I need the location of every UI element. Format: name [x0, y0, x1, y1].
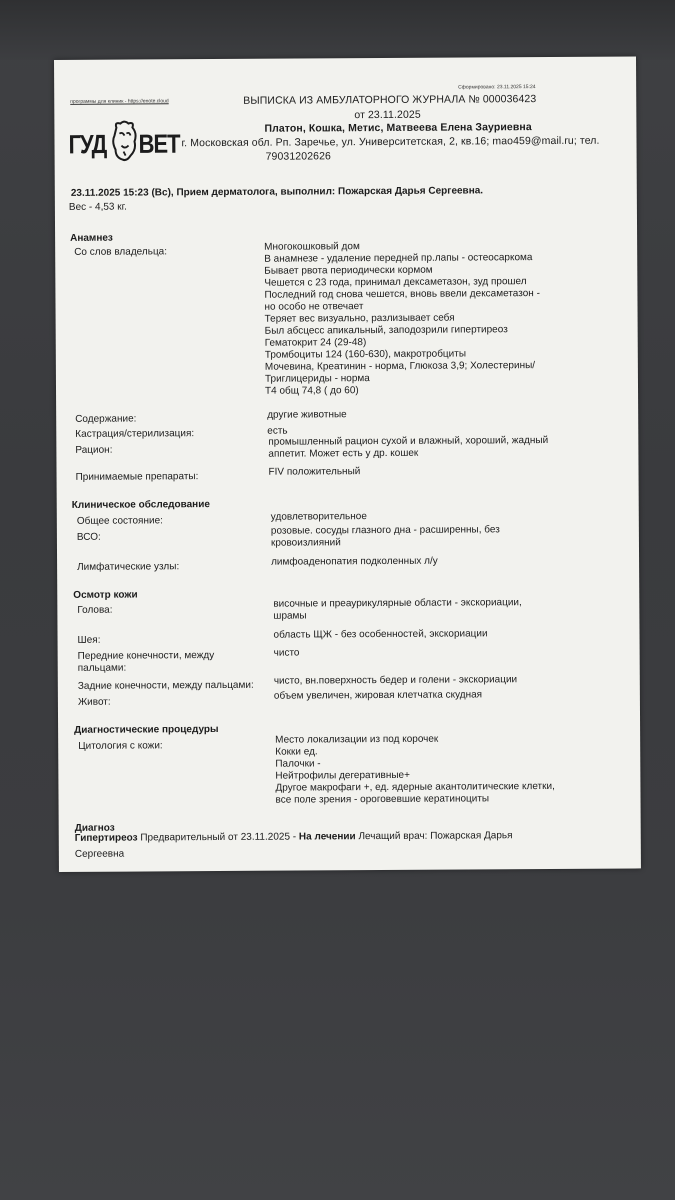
text-line: кровоизлияний [270, 537, 341, 549]
text-line: Бывает рвота периодически кормом [264, 264, 433, 277]
general-value: удовлетворительное [270, 511, 367, 523]
text-line: височные и преаурикулярные области - экскориации, [273, 597, 522, 610]
castration-label: Кастрация/стерилизация: [75, 428, 195, 440]
logo-right-text: ВЕТ [138, 128, 180, 159]
vso-value [271, 524, 500, 549]
diet-value [268, 435, 548, 461]
text-line: Триглицериды - норма [264, 373, 370, 385]
head-value [273, 597, 522, 623]
hind-limbs-label: Задние конечности, между пальцами: [77, 679, 254, 692]
text-line: Другое макрофаги +, ед. ядерные акантолитические клетки, [275, 780, 555, 794]
lymph-value: лимфоаденопатия подколенных л/у [271, 555, 438, 568]
diagnosis-status: На лечении [298, 831, 356, 843]
diagnosis-line [75, 830, 513, 845]
vso-label: ВСО: [76, 531, 101, 543]
content-value: другие животные [267, 409, 347, 421]
drugs-label: Принимаемые препараты: [75, 471, 199, 483]
text-line: Теряет вес визуально, разлизывает себя [264, 312, 455, 325]
cytology-value [275, 733, 555, 807]
diagnosis-prelim: Предварительный от 23.11.2025 - [137, 831, 299, 844]
text-line: розовые. сосуды глазного дна - расширенны, без [270, 524, 500, 537]
belly-label: Живот: [77, 696, 111, 708]
diet-label: Рацион: [75, 444, 113, 456]
text-line: Палочки - [275, 758, 321, 770]
text-line: все поле зрения - ороговевшие кератиноциты [275, 793, 490, 806]
text-line: Последний год снова чешется, вновь ввели дексаметазон - [264, 288, 540, 301]
text-line: Многокошковый дом [264, 241, 360, 253]
text-line: промышленный рацион сухой и влажный, хороший, жадный [268, 434, 549, 448]
neck-value: область ЩЖ - без особенностей, экскориации [273, 628, 488, 641]
text-line: Место локализации из под корочек [275, 733, 439, 746]
text-line: аппетит. Может есть у др. кошек [268, 447, 419, 460]
section-clinical: Клиническое обследование [71, 499, 210, 511]
doctor-name-cont: Сергеевна [74, 848, 125, 860]
section-anamnesis: Анамнез [70, 232, 113, 244]
text-line: Тромбоциты 124 (160-630), макротробциты [264, 348, 467, 361]
text-line: Чешется с 23 года, принимал дексаметазон, зуд прошел [264, 276, 527, 289]
text-line: шрамы [273, 610, 307, 622]
background-top [0, 0, 675, 60]
general-label: Общее состояние: [76, 515, 163, 527]
text-line: Был абсцесс апикальный, заподозрили гипертиреоз [264, 324, 508, 337]
text-line: Передние конечности, между [77, 650, 215, 662]
head-label: Голова: [77, 604, 113, 616]
document-page [54, 56, 641, 872]
owner-phone: 79031202626 [265, 150, 331, 163]
doctor-name: Пожарская Дарья [430, 830, 513, 842]
patient-info: Платон, Кошка, Метис, Матвеева Елена Зауриевна [264, 121, 532, 135]
owner-words-text [264, 240, 540, 398]
doctor-label: Лечащий врач: [355, 830, 431, 843]
lymph-label: Лимфатические узлы: [77, 561, 180, 573]
content-label: Содержание: [75, 413, 137, 425]
front-limbs-label [78, 650, 215, 675]
text-line: Мочевина, Креатинин - норма, Глюкоза 3,9; Холестерины/ [264, 360, 536, 373]
visit-weight: Вес - 4,53 кг. [68, 201, 127, 213]
text-line: но особо не отвечает [264, 301, 364, 313]
clinic-logo [68, 117, 180, 172]
section-skin: Осмотр кожи [73, 589, 138, 601]
text-line: Т4 общ 74,8 ( до 60) [264, 385, 359, 397]
drugs-value: FIV положительный [268, 466, 361, 478]
owner-address: г. Московская обл. Рп. Заречье, ул. Университетская, 2, кв.16; mao459@mail.ru; тел. [181, 134, 600, 150]
document-title: ВЫПИСКА ИЗ АМБУЛАТОРНОГО ЖУРНАЛА № 000036423 [243, 93, 537, 107]
section-diagnosis: Диагноз [74, 822, 115, 834]
text-line: Кокки ед. [275, 746, 318, 758]
text-line: Нейтрофилы дегеративные+ [275, 769, 410, 782]
castration-value: есть [267, 425, 288, 437]
front-limbs-value: чисто [273, 647, 300, 659]
cytology-label: Цитология с кожи: [78, 740, 163, 752]
diagnosis-name: Гипертиреоз [74, 832, 138, 844]
program-link[interactable]: программы для клиник - https://enote.cloud [70, 98, 169, 105]
section-diagnostics: Диагностические процедуры [74, 724, 219, 736]
neck-label: Шея: [77, 634, 101, 646]
generated-stamp: Сформировано: 23.11.2025 15:24 [458, 84, 536, 91]
dog-head-icon [110, 119, 138, 163]
text-line: Гематокрит 24 (29-48) [264, 337, 367, 349]
document-date: от 23.11.2025 [354, 108, 421, 122]
belly-value: объем увеличен, жировая клетчатка скудная [273, 689, 483, 702]
logo-left-text: ГУД [68, 129, 107, 160]
visit-line: 23.11.2025 15:23 (Вс), Прием дерматолога, выполнил: Пожарская Дарья Сергеевна. [70, 185, 484, 199]
text-line: В анамнезе - удаление передней пр.лапы - остеосаркома [264, 252, 533, 265]
hind-limbs-value: чисто, вн.поверхность бедер и голени - экскориации [273, 674, 518, 687]
text-line: пальцами: [77, 662, 127, 674]
owner-words-label: Со слов владельца: [74, 246, 168, 258]
